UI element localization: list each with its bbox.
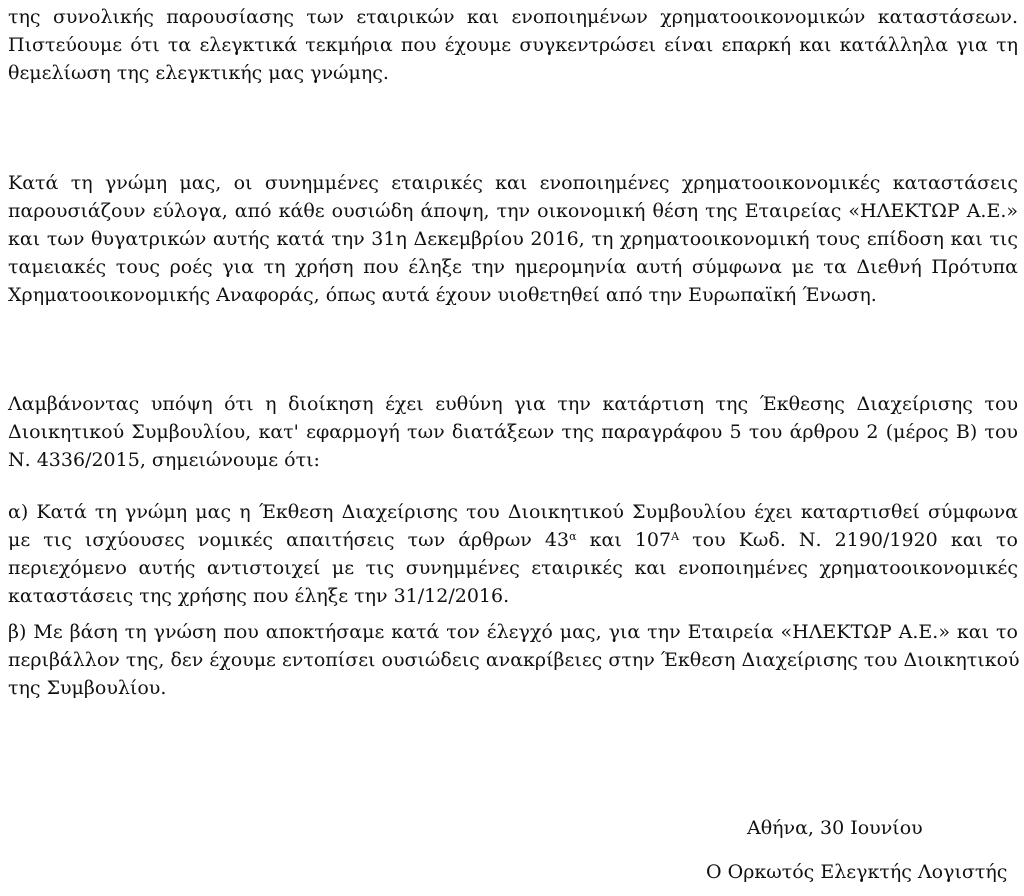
text-line — [8, 526, 1018, 554]
item-b-paragraph — [8, 618, 1018, 702]
text-line: ταμειακές τους ροές για τη χρήση που έληξε την ημερομηνία αυτή σύμφωνα με τα Διεθνή Πρότυπα — [8, 256, 1018, 278]
text-line: Ν. 4336/2015, σημειώνουμε ότι: — [8, 449, 320, 471]
text-line: της συνολικής παρουσίασης των εταιρικών και ενοποιημένων χρηματοοικονομικών καταστάσεων. — [8, 6, 1018, 28]
text-segment: με τις ισχύουσες νομικές απαιτήσεις των άρθρων 43 — [8, 529, 570, 551]
text-segment: και 107 — [576, 529, 672, 551]
text-segment: του Κωδ. Ν. 2190/1920 και το — [679, 529, 1018, 551]
text-line: καταστάσεις της χρήσης που έληξε την 31/12/2016. — [8, 585, 510, 607]
text-line: β) Με βάση τη γνώση που αποκτήσαμε κατά τον έλεγχό μας, για την Εταιρεία «ΗΛΕΚΤΩΡ Α.Ε.» και το — [8, 621, 1018, 643]
opinion-paragraph — [8, 169, 1018, 309]
text-line: Χρηματοοικονομικής Αναφοράς, όπως αυτά έχουν υιοθετηθεί από την Ευρωπαϊκή Ένωση. — [8, 284, 877, 306]
signature-role: Ο Ορκωτός Ελεγκτής Λογιστής — [706, 861, 1008, 883]
text-line: της Συμβουλίου. — [8, 677, 167, 699]
text-line: Πιστεύουμε ότι τα ελεγκτικά τεκμήρια που έχουμε συγκεντρώσει είναι επαρκή και κατάλληλα για τη — [8, 34, 1018, 56]
text-line: Διοικητικού Συμβουλίου, κατ' εφαρμογή των διατάξεων της παραγράφου 5 του άρθρου 2 (μέρος Β) του — [8, 421, 1018, 443]
management-report-intro-paragraph — [8, 390, 1018, 474]
text-line: Κατά τη γνώμη μας, οι συνημμένες εταιρικές και ενοποιημένες χρηματοοικονομικές καταστάσεις — [8, 172, 1018, 194]
text-line: περιεχόμενο αυτής αντιστοιχεί με τις συνημμένες εταιρικές και ενοποιημένες χρηματοοικονομικές — [8, 557, 1018, 579]
text-line: α) Κατά τη γνώμη μας η Έκθεση Διαχείρισης του Διοικητικού Συμβουλίου έχει καταρτισθεί σύμφωνα — [8, 501, 1018, 523]
superscript: α — [569, 530, 577, 543]
text-line: Λαμβάνοντας υπόψη ότι η διοίκηση έχει ευθύνη για την κατάρτιση της Έκθεσης Διαχείρισης του — [8, 393, 1018, 415]
text-line: παρουσιάζουν εύλογα, από κάθε ουσιώδη άποψη, την οικονομική θέση της Εταιρείας «ΗΛΕΚΤΩΡ Α.Ε.» — [8, 200, 1018, 222]
superscript: Α — [671, 530, 680, 543]
signature-place-date: Αθήνα, 30 Ιουνίου — [747, 817, 923, 839]
text-line: περιβάλλον της, δεν έχουμε εντοπίσει ουσιώδεις ανακρίβειες στην Έκθεση Διαχείρισης του Διοικητικού — [8, 649, 1020, 671]
item-a-paragraph — [8, 498, 1018, 610]
audit-basis-paragraph — [8, 3, 1018, 87]
text-line: και των θυγατρικών αυτής κατά την 31η Δεκεμβρίου 2016, τη χρηματοοικονομική τους επίδοση και τις — [8, 228, 1018, 250]
text-line: θεμελίωση της ελεγκτικής μας γνώμης. — [8, 62, 389, 84]
